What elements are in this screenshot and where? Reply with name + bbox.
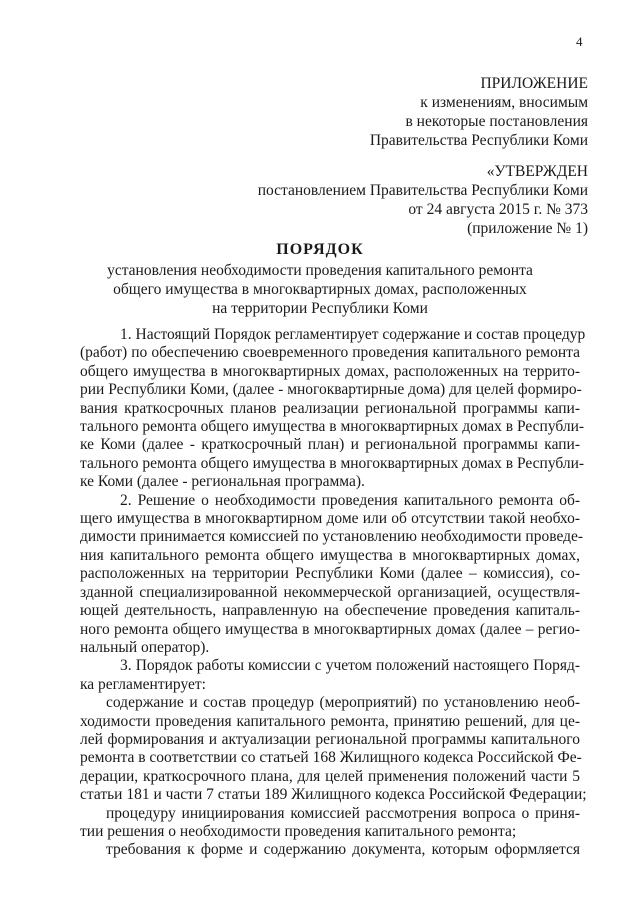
approved-line: постановлением Правительства Республики Коми bbox=[257, 182, 588, 199]
list-item-line: ходимости проведения капитального ремонта, принятию решений, для це- bbox=[80, 712, 580, 730]
document-body bbox=[80, 326, 587, 860]
appendix-line: в некоторые постановления bbox=[405, 113, 588, 130]
document-title: ПОРЯДОК bbox=[276, 241, 364, 258]
paragraph-1-line: общего имущества в многоквартирных домах, расположенных на террито- bbox=[80, 362, 580, 380]
paragraph-2-line: нальный оператор). bbox=[80, 638, 210, 656]
approved-line: «УТВЕРЖДЕН bbox=[486, 163, 588, 180]
appendix-header bbox=[370, 74, 588, 150]
paragraph-1-line: 1. Настоящий Порядок регламентирует содержание и состав процедур bbox=[120, 326, 586, 343]
list-item-line: статьи 181 и части 7 статьи 189 Жилищного кодекса Российской Федерации; bbox=[80, 786, 587, 804]
approved-line: от 24 августа 2015 г. № 373 bbox=[408, 201, 588, 218]
paragraph-2-line: ного ремонта общего имущества в многоквартирных домах (далее – регио- bbox=[80, 620, 580, 638]
paragraph-2-line: расположенных на территории Республики Коми (далее – комиссия), со- bbox=[80, 565, 580, 583]
subtitle-line: на территории Республики Коми bbox=[212, 300, 428, 317]
subtitle-line: общего имущества в многоквартирных домах, расположенных bbox=[113, 281, 527, 298]
paragraph-3-line: ка регламентирует: bbox=[80, 675, 206, 693]
appendix-line: к изменениям, вносимым bbox=[420, 94, 588, 111]
paragraph-2-line: 2. Решение о необходимости проведения капитального ремонта об- bbox=[120, 491, 580, 509]
approval-stamp-text bbox=[258, 162, 588, 238]
paragraph-1-line: ке Коми (далее - региональная программа). bbox=[80, 473, 365, 491]
list-item-line: требования к форме и содержанию документа, которым оформляется bbox=[106, 841, 580, 859]
paragraph-2-line: щего имущества в многоквартирном доме или об отсутствии такой необхо- bbox=[80, 510, 580, 528]
paragraph-1-line: вания краткосрочных планов реализации региональной программы капи- bbox=[80, 399, 580, 417]
paragraph-1-line: тального ремонта общего имущества в многоквартирных домах в Республи- bbox=[80, 418, 585, 436]
list-item-line: лей формирования и актуализации региональной программы капитального bbox=[80, 730, 580, 748]
page-number: 4 bbox=[576, 34, 583, 49]
list-item-line: тии решения о необходимости проведения капитального ремонта; bbox=[80, 822, 517, 840]
list-item-line: дерации, краткосрочного плана, для целей применения положений части 5 bbox=[80, 767, 580, 785]
list-item-line: ремонта в соответствии со статьей 168 Жилищного кодекса Российской Фе- bbox=[80, 749, 582, 767]
paragraph-2-line: ния капитального ремонта общего имущества в многоквартирных домах, bbox=[80, 546, 580, 564]
paragraph-2-line: димости принимается комиссией по установлению необходимости проведе- bbox=[80, 528, 584, 546]
paragraph-1-line: ке Коми (далее - краткосрочный план) и региональной программы капи- bbox=[80, 436, 580, 454]
paragraph-1-line: (работ) по обеспечению своевременного проведения капитального ремонта bbox=[80, 344, 580, 362]
paragraph-3-line: 3. Порядок работы комиссии с учетом положений настоящего Поряд- bbox=[120, 657, 580, 675]
appendix-line: ПРИЛОЖЕНИЕ bbox=[480, 75, 588, 92]
list-item-line: содержание и состав процедур (мероприятий) по установлению необ- bbox=[106, 694, 580, 712]
paragraph-1-line: рии Республики Коми, (далее - многоквартирные дома) для целей формиро- bbox=[80, 381, 582, 399]
paragraph-2-line: ющей деятельность, направленную на обеспечение проведения капиталь- bbox=[80, 602, 580, 620]
document-subtitle bbox=[0, 261, 640, 318]
list-item-line: процедуру инициирования комиссией рассмотрения вопроса о приня- bbox=[106, 804, 580, 822]
paragraph-2-line: зданной специализированной некоммерческой организацией, осуществля- bbox=[80, 583, 580, 601]
subtitle-line: установления необходимости проведения капитального ремонта bbox=[107, 262, 533, 279]
paragraph-1-line: тального ремонта общего имущества в многоквартирных домах в Республи- bbox=[80, 454, 585, 472]
appendix-line: Правительства Республики Коми bbox=[369, 132, 588, 149]
approved-line: (приложение № 1) bbox=[467, 220, 588, 237]
